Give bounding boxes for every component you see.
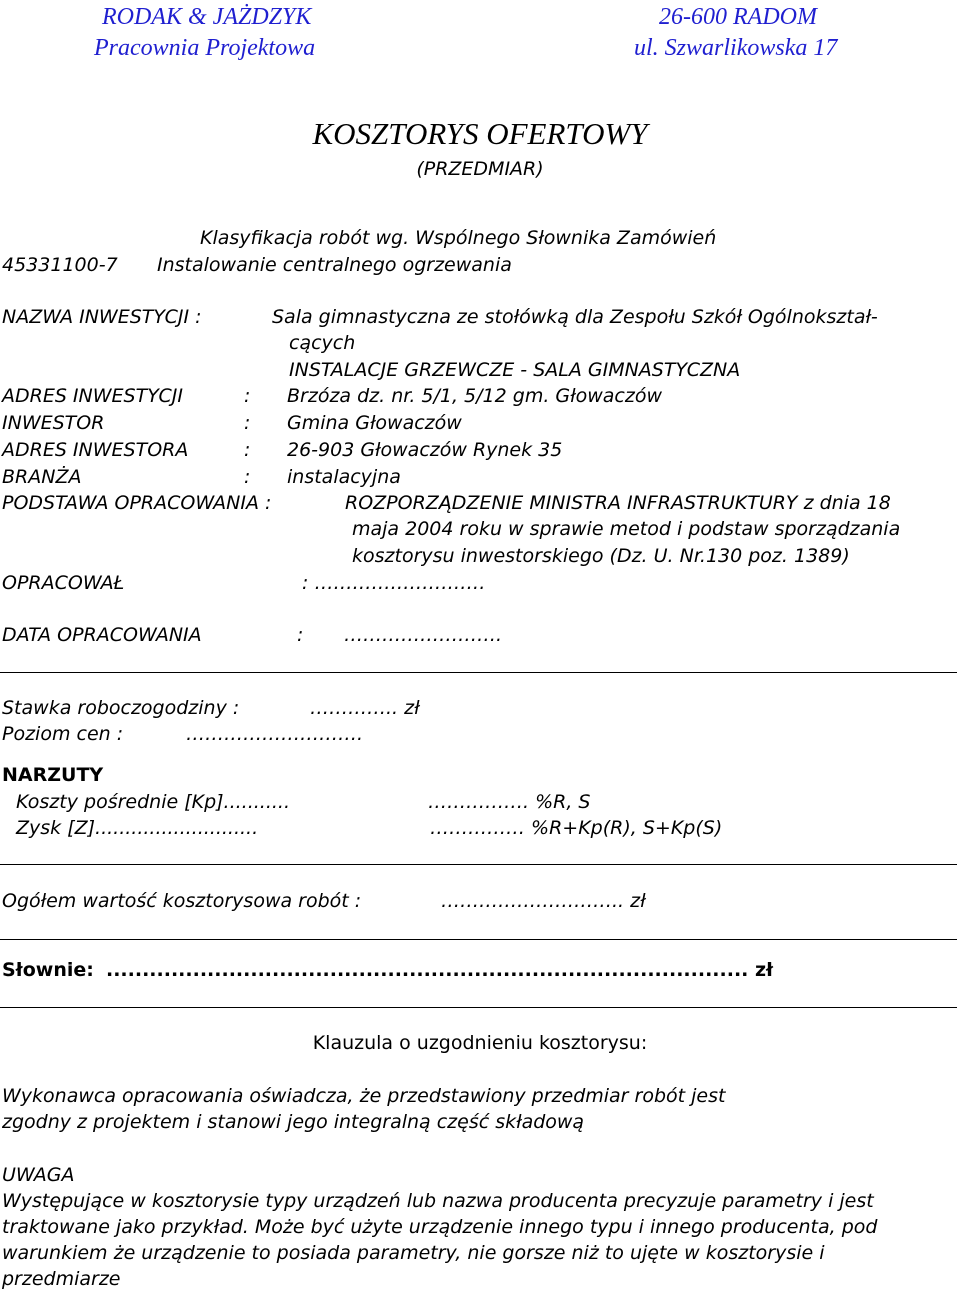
prepared-by-value: : ……………………… — [302, 572, 486, 594]
prepared-by-label: OPRACOWAŁ — [2, 572, 125, 594]
note-line3: warunkiem że urządzenie to posiada parametry, nie gorsze niż to ujęte w kosztorysie i — [2, 1242, 825, 1264]
investor-address-label: ADRES INWESTORA — [2, 439, 189, 461]
basis-label: PODSTAWA OPRACOWANIA : — [2, 492, 272, 514]
investment-address-label: ADRES INWESTYCJI — [2, 385, 183, 407]
company-subtitle: Pracownia Projektowa — [94, 35, 316, 61]
total-value-amount: ……………………….. zł — [441, 890, 646, 912]
branch-value: instalacyjna — [287, 466, 401, 488]
in-words-label: Słownie: — [2, 959, 94, 981]
investor-label: INWESTOR — [2, 412, 105, 434]
branch-label: BRANŻA — [2, 466, 82, 488]
investment-address-value: Brzóza dz. nr. 5/1, 5/12 gm. Głowaczów — [287, 385, 662, 407]
investor-address-colon: : — [244, 439, 251, 461]
price-level-value: ………………………. — [186, 723, 364, 745]
total-value-label: Ogółem wartość kosztorysowa robót : — [2, 890, 362, 912]
page-subtitle: (PRZEDMIAR) — [416, 158, 544, 180]
classification-description: Instalowanie centralnego ogrzewania — [157, 254, 512, 276]
note-line2: traktowane jako przykład. Może być użyte urządzenie innego typu i innego producenta, pod — [2, 1216, 878, 1238]
price-level-label: Poziom cen : — [2, 723, 124, 745]
divider — [0, 864, 957, 865]
note-title: UWAGA — [2, 1164, 75, 1186]
divider — [0, 672, 957, 673]
hourly-rate-value: ………….. zł — [310, 697, 420, 719]
clause-line1: Wykonawca opracowania oświadcza, że przedstawiony przedmiar robót jest — [2, 1085, 726, 1107]
note-line4: przedmiarze — [2, 1268, 121, 1290]
surcharges-heading: NARZUTY — [2, 764, 104, 786]
investor-colon: : — [244, 412, 251, 434]
basis-line1: ROZPORZĄDZENIE MINISTRA INFRASTRUKTURY z dnia 18 — [345, 492, 891, 514]
classification-heading: Klasyfikacja robót wg. Wspólnego Słownika Zamówień — [200, 227, 717, 249]
company-street: ul. Szwarlikowska 17 — [634, 35, 838, 61]
page-title: KOSZTORYS OFERTOWY — [312, 116, 648, 151]
investment-name-label: NAZWA INWESTYCJI : — [2, 306, 202, 328]
investment-name-line3: INSTALACJE GRZEWCZE - SALA GIMNASTYCZNA — [289, 359, 741, 381]
clause-line2: zgodny z projektem i stanowi jego integralną część składową — [2, 1111, 585, 1133]
investor-value: Gmina Głowaczów — [287, 412, 462, 434]
divider — [0, 939, 957, 940]
note-line1: Występujące w kosztorysie typy urządzeń lub nazwa producenta precyzuje parametry i jest — [2, 1190, 874, 1212]
branch-colon: : — [244, 466, 251, 488]
in-words-value: ......................................................................................... zł — [106, 959, 774, 981]
company-city: 26-600 RADOM — [659, 4, 817, 30]
prepared-date-label: DATA OPRACOWANIA — [2, 624, 202, 646]
basis-line3: kosztorysu inwestorskiego (Dz. U. Nr.130 poz. 1389) — [352, 545, 850, 567]
investment-address-colon: : — [244, 385, 251, 407]
prepared-date-value: ……………………. — [344, 624, 503, 646]
profit-label: Zysk [Z]........................... — [16, 817, 259, 839]
classification-code: 45331100-7 — [2, 254, 118, 276]
divider — [0, 1007, 957, 1008]
indirect-costs-value: ……………. %R, S — [428, 791, 591, 813]
prepared-date-colon: : — [297, 624, 304, 646]
basis-line2: maja 2004 roku w sprawie metod i podstaw sporządzania — [352, 518, 901, 540]
investment-name-line2: cących — [289, 332, 356, 354]
profit-value: …………… %R+Kp(R), S+Kp(S) — [430, 817, 723, 839]
clause-title: Klauzula o uzgodnieniu kosztorysu: — [312, 1032, 648, 1054]
investor-address-value: 26-903 Głowaczów Rynek 35 — [287, 439, 563, 461]
investment-name-line1: Sala gimnastyczna ze stołówką dla Zespołu Szkół Ogólnokształ- — [272, 306, 878, 328]
hourly-rate-label: Stawka roboczogodziny : — [2, 697, 240, 719]
company-name: RODAK & JAŻDZYK — [102, 4, 312, 30]
indirect-costs-label: Koszty pośrednie [Kp]........... — [16, 791, 290, 813]
